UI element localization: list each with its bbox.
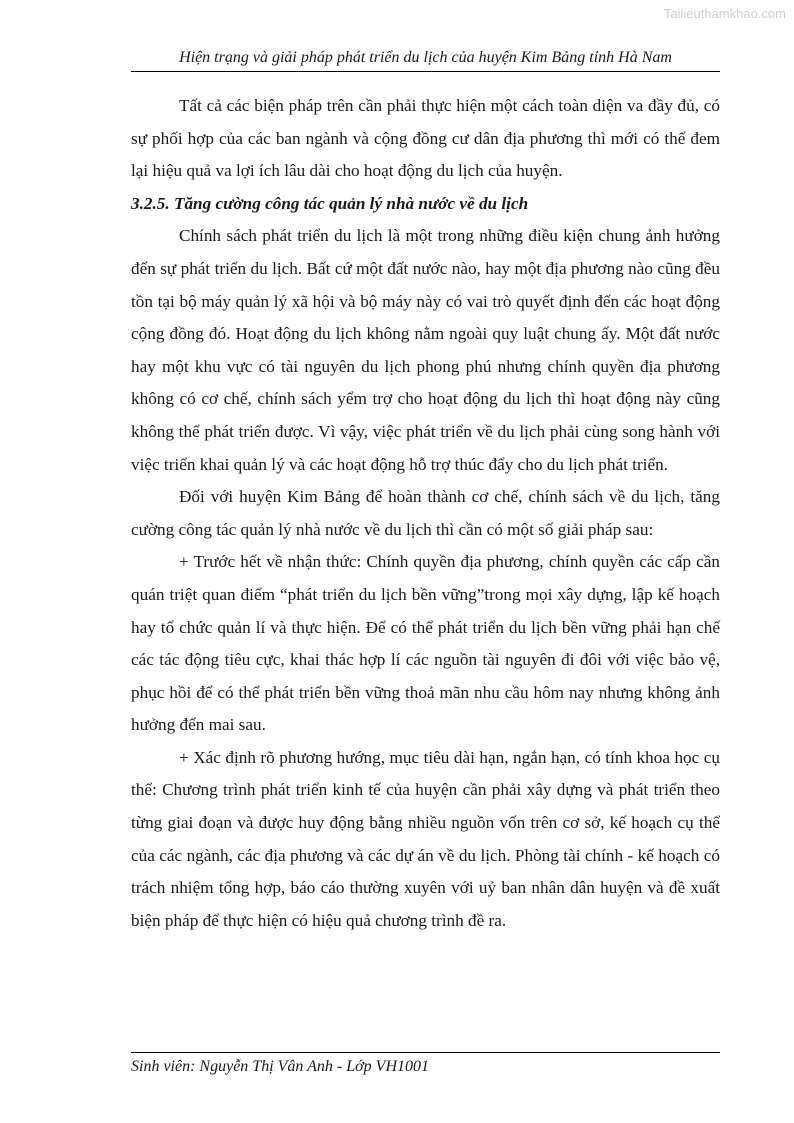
section-heading: 3.2.5. Tăng cường công tác quản lý nhà nước về du lịch [131, 193, 529, 213]
running-header: Hiện trạng và giải pháp phát triển du lịch của huyện Kim Bảng tỉnh Hà Nam [179, 49, 672, 66]
header-divider [131, 71, 720, 72]
paragraph: + Xác định rõ phương hướng, mục tiêu dài hạn, ngắn hạn, có tính khoa học cụ thể: Chương trình phát triển kinh tế của huyện cần phải xây dựng và phát triển theo từng giai đoạn và được huy động bằng nhiều nguồn vốn trên cơ sở, kế hoạch cụ thể của các ngành, các địa phương và các dự án về du lịch. Phòng tài chính - kế hoạch có trách nhiệm tổng hợp, báo cáo thường xuyên với uỷ ban nhân dân huyện và đề xuất biện pháp để thực hiện có hiệu quả chương trình đề ra. [131, 747, 720, 930]
paragraph: Tất cả các biện pháp trên cần phải thực hiện một cách toàn diện va đầy đủ, có sự phối hợp của các ban ngành và cộng đồng cư dân địa phương thì mới có thể đem lại hiệu quả va lợi ích lâu dài cho hoạt động du lịch của huyện. [131, 96, 720, 181]
paragraph: + Trước hết về nhận thức: Chính quyền địa phương, chính quyền các cấp cần quán triệt quan điểm “phát triển du lịch bền vững”trong mọi xây dựng, lập kế hoạch hay tổ chức quản lí và thực hiện. Để có thể phát triển du lịch bền vững phải hạn chế các tác động tiêu cực, khai thác hợp lí các nguồn tài nguyên đi đôi với việc bảo vệ, phục hồi để có thể phát triển bền vững thoả mãn nhu cầu hôm nay nhưng không ảnh hưởng đến mai sau. [131, 552, 720, 735]
paragraph: Đối với huyện Kim Bảng để hoàn thành cơ chế, chính sách về du lịch, tăng cường công tác quản lý nhà nước về du lịch thì cần có một số giải pháp sau: [131, 487, 720, 539]
watermark: Tailieuthamkhao.com [663, 6, 786, 21]
footer-author: Sinh viên: Nguyễn Thị Vân Anh - Lớp VH1001 [131, 1058, 429, 1075]
paragraph: Chính sách phát triển du lịch là một trong những điều kiện chung ảnh hưởng đến sự phát triển du lịch. Bất cứ một đất nước nào, hay một địa phương nào cũng đều tồn tại bộ máy quản lý xã hội và bộ máy này có vai trò quyết định đến các hoạt động cộng đồng đó. Hoạt động du lịch không nằm ngoài quy luật chung ấy. Một đất nước hay một khu vực có tài nguyên du lịch phong phú nhưng chính quyền địa phương không có cơ chế, chính sách yểm trợ cho hoạt động du lịch thì hoạt động này cũng không thể phát triển được. Vì vậy, việc phát triển về du lịch phải cùng song hành với việc triển khai quản lý và các hoạt động hỗ trợ thúc đẩy cho du lịch phát triển. [131, 226, 720, 474]
footer-divider [131, 1052, 720, 1053]
document-body [131, 90, 720, 937]
